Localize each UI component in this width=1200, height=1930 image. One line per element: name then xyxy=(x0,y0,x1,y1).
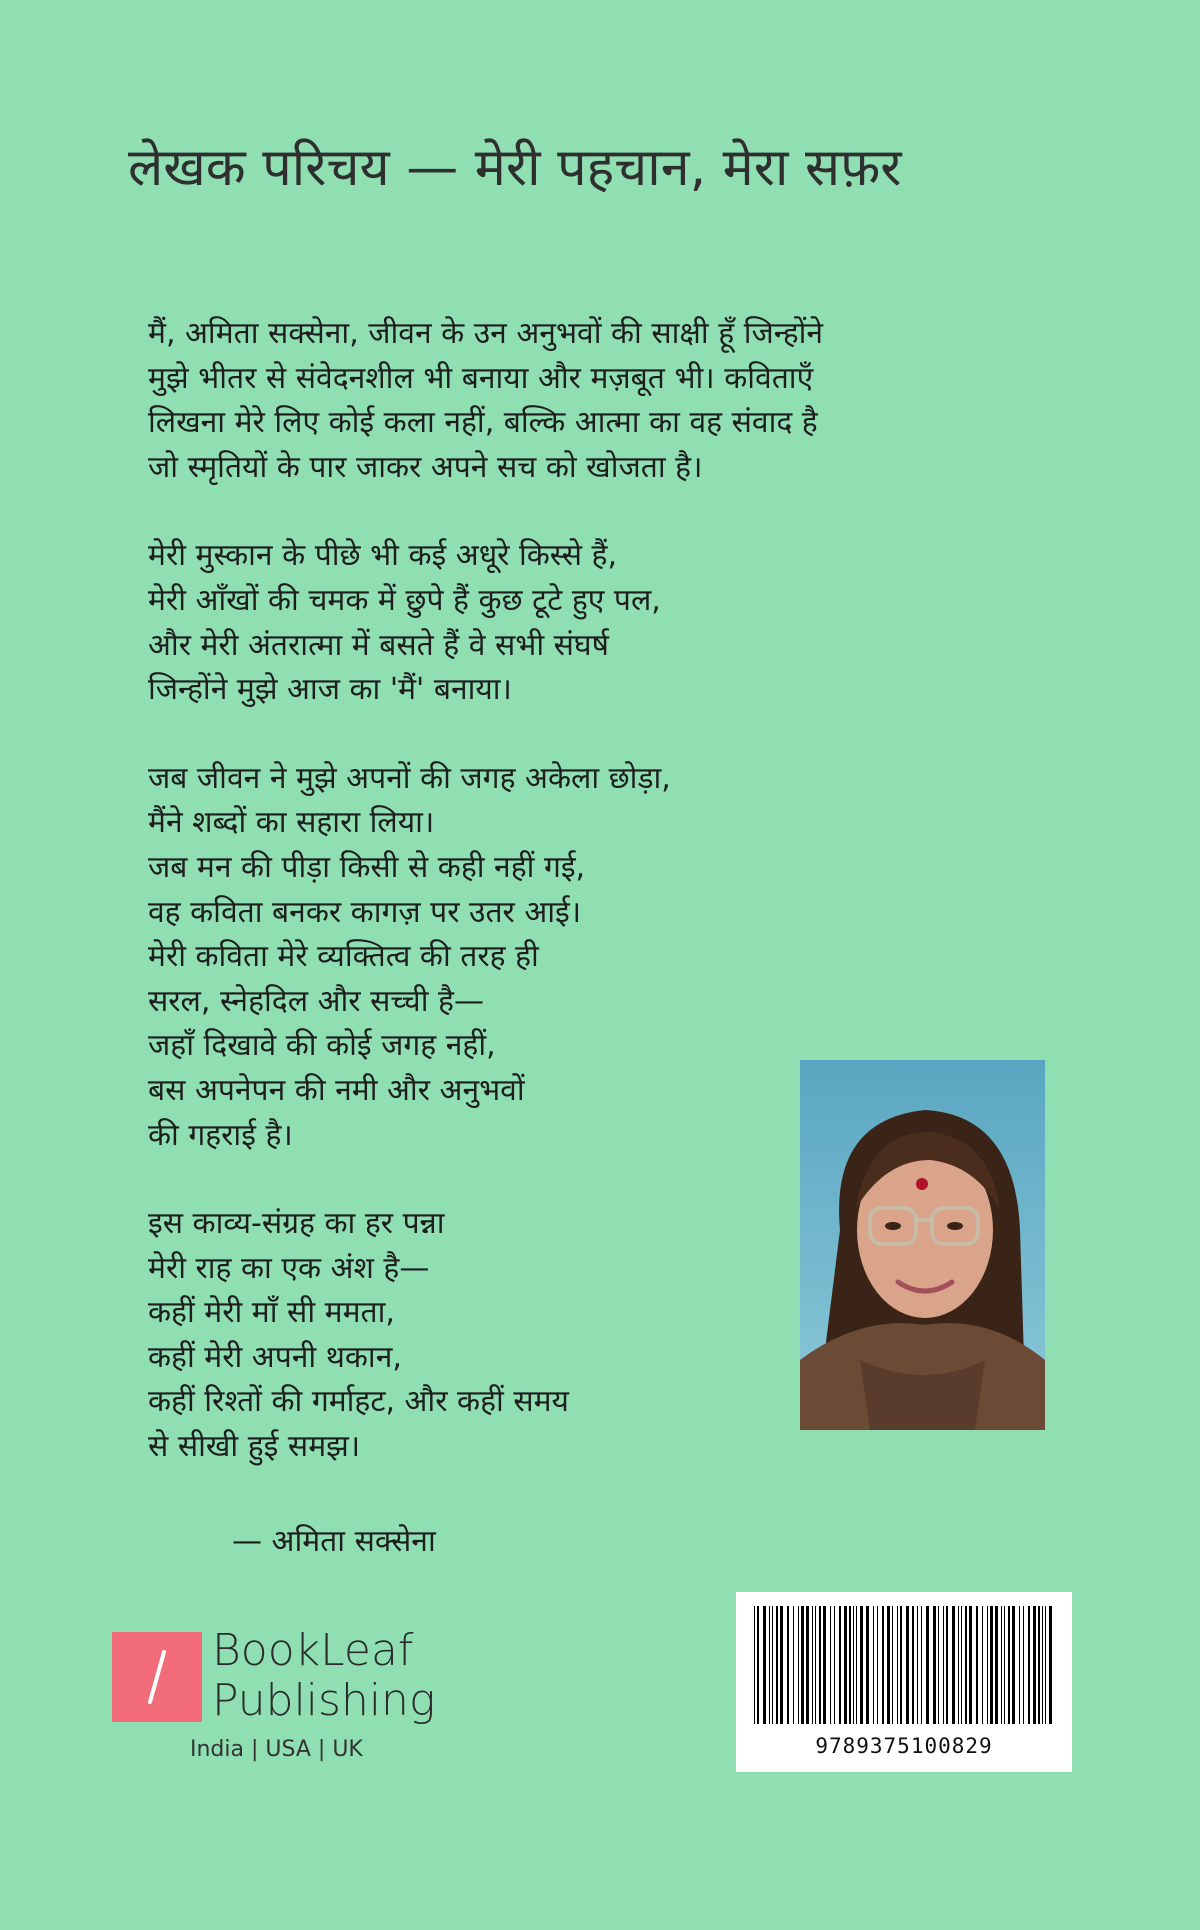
barcode-bar xyxy=(834,1606,835,1724)
barcode-bar xyxy=(965,1606,967,1724)
barcode-bar xyxy=(887,1606,890,1724)
barcode-bar xyxy=(938,1606,939,1724)
barcode-bar xyxy=(995,1606,998,1724)
bio-line: इस काव्य-संग्रह का हर पन्ना xyxy=(148,1206,445,1242)
publisher-name-line1: BookLeaf xyxy=(212,1625,414,1676)
barcode-bar xyxy=(839,1606,841,1724)
barcode-bar xyxy=(900,1606,902,1724)
barcode-bar xyxy=(982,1606,983,1724)
barcode-bar xyxy=(819,1606,821,1724)
barcode-bar xyxy=(906,1606,909,1724)
barcode-bar xyxy=(866,1606,869,1724)
bio-line: जिन्होंने मुझे आज का 'मैं' बनाया। xyxy=(148,672,512,708)
barcode-bar xyxy=(1042,1606,1043,1724)
barcode-bar xyxy=(787,1606,789,1724)
barcode-bar xyxy=(969,1606,972,1724)
barcode-bar xyxy=(946,1606,948,1724)
barcode-bar xyxy=(806,1606,809,1724)
barcode-bars xyxy=(736,1592,1072,1734)
bio-line: बस अपनेपन की नमी और अनुभवों xyxy=(148,1072,525,1108)
barcode-bar xyxy=(757,1606,759,1724)
barcode-bar xyxy=(990,1606,993,1724)
barcode-bar xyxy=(958,1606,959,1724)
barcode-bar xyxy=(897,1606,898,1724)
bio-line: मेरी आँखों की चमक में छुपे हैं कुछ टूटे हुए पल, xyxy=(148,582,661,618)
bio-line: वह कविता बनकर कागज़ पर उतर आई। xyxy=(148,894,582,930)
publisher-regions: India | USA | UK xyxy=(190,1737,363,1762)
bio-line: जब मन की पीड़ा किसी से कही नहीं गई, xyxy=(148,849,586,885)
barcode-bar xyxy=(1049,1606,1052,1724)
bio-line: जब जीवन ने मुझे अपनों की जगह अकेला छोड़ा, xyxy=(148,760,671,796)
bio-line: मेरी राह का एक अंश है— xyxy=(148,1250,430,1286)
barcode-bar xyxy=(793,1606,794,1724)
barcode-bar xyxy=(987,1606,988,1724)
author-photo xyxy=(800,1060,1045,1430)
bio-line: लिखना मेरे लिए कोई कला नहीं, बल्कि आत्मा का वह संवाद है xyxy=(148,405,818,441)
author-signature: — अमिता सक्सेना xyxy=(232,1524,436,1559)
barcode-bar xyxy=(926,1606,929,1724)
publisher-name xyxy=(212,1626,435,1726)
barcode-bar xyxy=(844,1606,847,1724)
barcode-bar xyxy=(823,1606,826,1724)
barcode-bar xyxy=(769,1606,770,1724)
barcode-bar xyxy=(801,1606,804,1724)
author-bio xyxy=(148,312,908,1514)
barcode-bar xyxy=(912,1606,914,1724)
barcode-bar xyxy=(976,1606,978,1724)
bio-line: और मेरी अंतरात्मा में बसते हैं वे सभी संघर्ष xyxy=(148,627,609,663)
barcode-bar xyxy=(849,1606,851,1724)
bio-paragraph xyxy=(148,757,908,1158)
barcode-bar xyxy=(1028,1606,1030,1724)
barcode-bar xyxy=(1033,1606,1036,1724)
barcode-bar xyxy=(952,1606,955,1724)
barcode-bar xyxy=(1038,1606,1040,1724)
barcode-bar xyxy=(772,1606,773,1724)
barcode-bar xyxy=(1001,1606,1002,1724)
bio-line: जो स्मृतियों के पार जाकर अपने सच को खोजता है। xyxy=(148,449,703,485)
isbn-number: 9789375100829 xyxy=(815,1734,993,1758)
barcode-bar xyxy=(877,1606,878,1724)
barcode-bar xyxy=(853,1606,854,1724)
slash-icon xyxy=(112,1632,202,1722)
barcode-bar xyxy=(873,1606,874,1724)
bio-line: से सीखी हुई समझ। xyxy=(148,1429,361,1465)
barcode-bar xyxy=(856,1606,857,1724)
barcode-bar xyxy=(860,1606,863,1724)
barcode-bar xyxy=(830,1606,831,1724)
bio-line: कहीं मेरी अपनी थकान, xyxy=(148,1339,402,1375)
barcode-bar xyxy=(933,1606,936,1724)
barcode-bar xyxy=(892,1606,893,1724)
barcode-bar xyxy=(1004,1606,1005,1724)
barcode xyxy=(736,1592,1072,1772)
barcode-bar xyxy=(961,1606,962,1724)
barcode-bar xyxy=(1045,1606,1046,1724)
barcode-bar xyxy=(780,1606,783,1724)
bio-paragraph xyxy=(148,1202,908,1470)
bio-line: मुझे भीतर से संवेदनशील भी बनाया और मज़बूत भी। कविताएँ xyxy=(148,360,814,396)
barcode-bar xyxy=(1019,1606,1020,1724)
author-portrait-illustration xyxy=(800,1060,1045,1430)
bio-line: कहीं मेरी माँ सी ममता, xyxy=(148,1295,395,1331)
publisher-logo-mark xyxy=(112,1632,202,1722)
publisher-name-line2: Publishing xyxy=(212,1675,436,1726)
barcode-bar xyxy=(1023,1606,1024,1724)
bio-line: जहाँ दिखावे की कोई जगह नहीं, xyxy=(148,1028,496,1064)
bio-line: मैं, अमिता सक्सेना, जीवन के उन अनुभवों की साक्षी हूँ जिन्होंने xyxy=(148,316,824,351)
barcode-bar xyxy=(776,1606,778,1724)
bio-line: सरल, स्नेहदिल और सच्ची है— xyxy=(148,983,484,1019)
bio-line: मेरी मुस्कान के पीछे भी कई अधूरे किस्से हैं, xyxy=(148,538,618,574)
barcode-bar xyxy=(812,1606,813,1724)
bio-line: की गहराई है। xyxy=(148,1117,293,1153)
barcode-bar xyxy=(1012,1606,1015,1724)
barcode-bar xyxy=(943,1606,944,1724)
bio-line: मैंने शब्दों का सहारा लिया। xyxy=(148,805,435,841)
bio-paragraph xyxy=(148,312,908,490)
bio-line: कहीं रिश्तों की गर्माहट, और कहीं समय xyxy=(148,1384,569,1420)
bio-line: मेरी कविता मेरे व्यक्तित्व की तरह ही xyxy=(148,939,539,975)
barcode-bar xyxy=(798,1606,799,1724)
barcode-bar xyxy=(815,1606,816,1724)
barcode-bar xyxy=(763,1606,766,1724)
barcode-bar xyxy=(1008,1606,1010,1724)
bio-paragraph xyxy=(148,534,908,712)
barcode-bar xyxy=(754,1606,755,1724)
page-title: लेखक परिचय — मेरी पहचान, मेरा सफ़र xyxy=(128,138,902,198)
barcode-bar xyxy=(917,1606,918,1724)
barcode-bar xyxy=(882,1606,884,1724)
barcode-bar xyxy=(921,1606,922,1724)
